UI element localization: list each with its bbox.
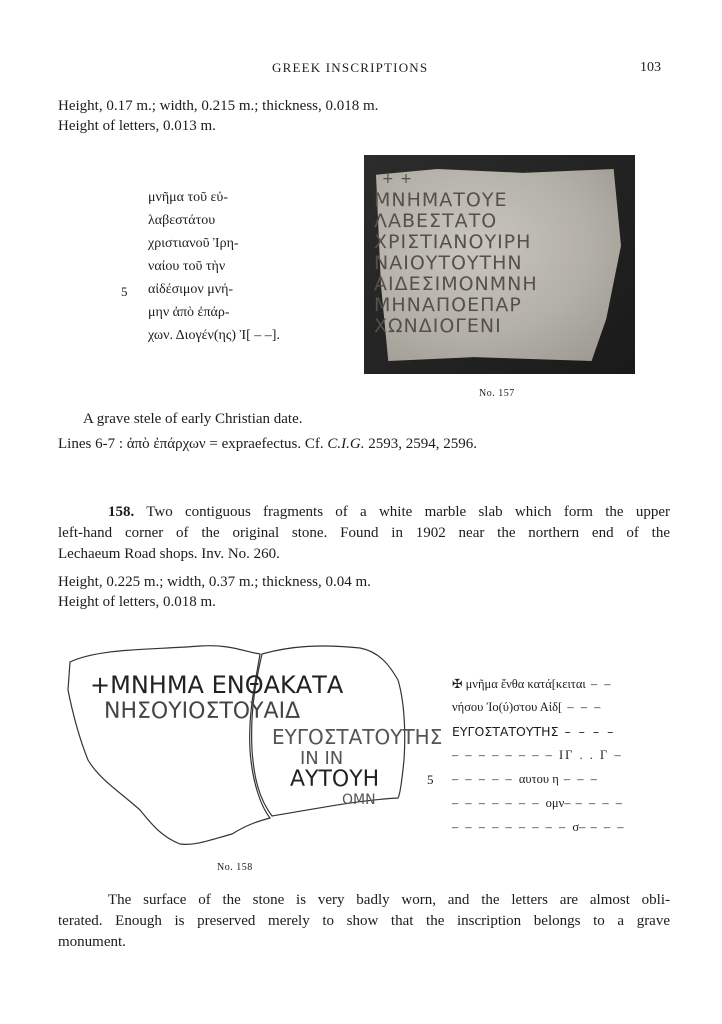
no157-photo-inscription xyxy=(374,169,604,337)
no158-transcription-line: – – – – – – – – – σ– – – – xyxy=(452,820,626,834)
photo-line: ΝΑΙΟΥΤΟΥΤΗΝ xyxy=(374,252,523,274)
no158-transcription-line: ΕΥΓΟΣΤΑΤΟΥΤΗΣ – – – – xyxy=(452,724,616,739)
no157-letter-height: Height of letters, 0.013 m. xyxy=(58,118,216,134)
drawn-line: ΟΜΝ xyxy=(342,792,376,808)
drawn-letters xyxy=(90,671,442,808)
closing-line: terated. Enough is preserved merely to show that the inscription belongs to a grave xyxy=(58,913,670,929)
photo-line: ΜΝΗΜΑΤΟΥΕ xyxy=(374,189,508,211)
para-line: Lechaeum Road shops. Inv. No. 260. xyxy=(58,546,280,562)
no158-drawing xyxy=(60,640,443,850)
no158-transcription xyxy=(452,676,626,844)
no158-letter-height: Height of letters, 0.018 m. xyxy=(58,594,216,610)
closing-paragraph xyxy=(58,890,670,953)
drawn-line: ΕΥΓΟΣΤΑΤΟΥΤΗΣ xyxy=(272,725,443,749)
drawn-line: ΙΝ ΙΝ xyxy=(300,748,344,769)
photo-line: ΧΡΙΣΤΙΑΝΟΥΙΡΗ xyxy=(374,231,532,253)
no158-line-number: 5 xyxy=(427,772,434,787)
no157-transcription-line: αἰδέσιμον μνή- xyxy=(148,282,234,297)
running-title: GREEK INSCRIPTIONS xyxy=(272,60,429,75)
para-line: left-hand corner of the original stone. Found in 1902 near the northern end of the xyxy=(58,525,670,541)
no158-caption: No. 158 xyxy=(217,862,253,873)
drawn-line: +ΜΝΗΜΑ ΕΝΘΑΚΑΤΑ xyxy=(90,671,344,699)
no157-description: A grave stele of early Christian date. xyxy=(83,411,303,427)
no157-transcription-line: λαβεστάτου xyxy=(148,213,216,228)
no157-transcription xyxy=(148,190,280,351)
drawn-line: ΑΥΤΟΥΗ xyxy=(290,767,380,792)
note-cig: C.I.G. xyxy=(327,436,365,452)
no158-dimensions: Height, 0.225 m.; width, 0.37 m.; thickness, 0.04 m. xyxy=(58,574,371,590)
para-line: 158. Two contiguous fragments of a white marble slab which form the upper xyxy=(108,504,670,520)
photo-line: ΧΩΝΔΙΟΓΕΝΙ xyxy=(374,315,502,337)
no157-photograph xyxy=(364,155,635,374)
no157-line-number: 5 xyxy=(121,284,128,299)
no157-note xyxy=(58,434,477,454)
drawn-line: ΝΗΣΟΥΙΟΣΤΟΥΑΙΔ xyxy=(104,699,301,724)
no158-transcription-line: – – – – – – – ομν– – – – – xyxy=(452,796,624,810)
no157-transcription-line: χων. Διογέν(ης) Ἰ[ – –]. xyxy=(148,328,280,343)
no158-transcription-line: – – – – – – – – ΙΓ . . Γ – xyxy=(452,748,623,762)
no158-paragraph xyxy=(58,502,670,565)
closing-line: monument. xyxy=(58,934,126,950)
no158-transcription-line: – – – – – αυτου η – – – xyxy=(452,772,599,786)
note-prefix: Lines 6-7 : ἀπὸ ἐπάρχων = expraefectus. Cf. xyxy=(58,436,328,452)
photo-line: ΜΗΝΑΠΟΕΠΑΡ xyxy=(374,294,522,316)
closing-line: The surface of the stone is very badly worn, and the letters are almost obli- xyxy=(108,892,670,908)
entry-number: 158. xyxy=(108,504,135,520)
page-number: 103 xyxy=(640,60,661,75)
no157-transcription-line: ναίου τοῦ τὴν xyxy=(148,259,226,274)
no157-transcription-line: μνῆμα τοῦ εὐ- xyxy=(148,190,229,205)
photo-line: + + xyxy=(382,171,413,187)
no158-transcription-line: νήσου Ἰο(ύ)στου Αἰδ[ – – – xyxy=(452,700,603,714)
note-suffix: 2593, 2594, 2596. xyxy=(364,436,477,452)
photo-line: ΑΙΔΕΣΙΜΟΝΜΝΗ xyxy=(374,273,538,295)
no158-transcription-line: ✠ μνῆμα ἔνθα κατά[κειται – – xyxy=(452,677,613,691)
no157-transcription-line: χριστιανοῦ Ἰρη- xyxy=(148,236,239,251)
no157-caption: No. 157 xyxy=(479,388,515,399)
photo-line: ΛΑΒΕΣΤΑΤΟ xyxy=(374,210,498,232)
no157-transcription-line: μην ἀπὸ ἐπάρ- xyxy=(148,305,230,320)
no157-dimensions: Height, 0.17 m.; width, 0.215 m.; thickness, 0.018 m. xyxy=(58,98,379,114)
